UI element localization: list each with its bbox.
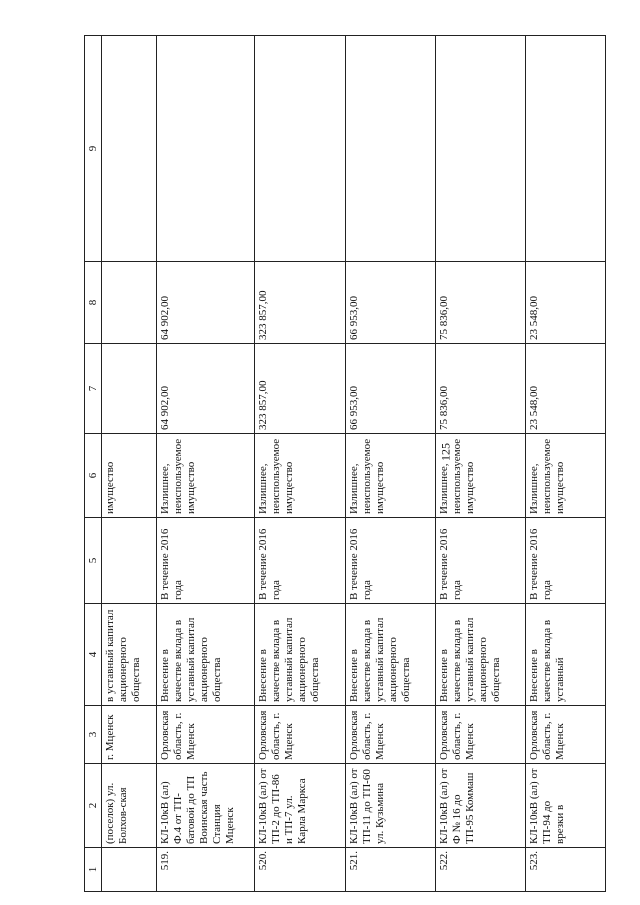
column-header-4: 4 xyxy=(85,604,102,706)
row-number-cell: 523. xyxy=(526,848,606,892)
note-cell xyxy=(346,36,436,262)
reason-cell: Излишнее, неиспользуемое имущество xyxy=(346,434,436,518)
column-header-9: 9 xyxy=(85,36,102,262)
page-number: 125 xyxy=(438,443,453,461)
term-cell: В течение 2016 года xyxy=(157,518,255,604)
column-header-3: 3 xyxy=(85,706,102,764)
value-cell: 323 857,00 xyxy=(255,262,346,344)
address-cell: Орловская область, г. Мценск xyxy=(526,706,606,764)
term-cell: В течение 2016 года xyxy=(255,518,346,604)
table-row xyxy=(526,36,606,892)
value-cell xyxy=(102,344,157,434)
method-cell: в уставный капитал акционерного общества xyxy=(102,604,157,706)
row-number-cell: 522. xyxy=(436,848,526,892)
value-cell: 66 953,00 xyxy=(346,344,436,434)
term-cell: В течение 2016 года xyxy=(436,518,526,604)
table-row xyxy=(102,36,157,892)
value-cell: 23 548,00 xyxy=(526,262,606,344)
term-cell: В течение 2016 года xyxy=(526,518,606,604)
address-cell: Орловская область, г. Мценск xyxy=(255,706,346,764)
column-header-1: 1 xyxy=(85,848,102,892)
address-cell: Орловская область, г. Мценск xyxy=(346,706,436,764)
method-cell: Внесение в качестве вклада в уставный капитал акционерного общества xyxy=(157,604,255,706)
term-cell xyxy=(102,518,157,604)
value-cell: 66 953,00 xyxy=(346,262,436,344)
object-name-cell: КЛ-10кВ (ал) Ф.4 от ТП-батовой до ТП Воинская часть Станция Мценск xyxy=(157,764,255,848)
reason-cell: имущество xyxy=(102,434,157,518)
property-table xyxy=(84,35,606,892)
note-cell xyxy=(255,36,346,262)
rotated-table-frame xyxy=(84,36,606,892)
address-cell: г. Мценск xyxy=(102,706,157,764)
method-cell: Внесение в качестве вклада в уставный xyxy=(526,604,606,706)
reason-cell: Излишнее, неиспользуемое имущество xyxy=(436,434,526,518)
column-number-row xyxy=(85,36,102,892)
value-cell: 23 548,00 xyxy=(526,344,606,434)
row-number-cell: 519. xyxy=(157,848,255,892)
row-number-cell: 520. xyxy=(255,848,346,892)
column-header-7: 7 xyxy=(85,344,102,434)
note-cell xyxy=(526,36,606,262)
method-cell: Внесение в качестве вклада в уставный капитал акционерного общества xyxy=(255,604,346,706)
object-name-cell: КЛ-10кВ (ал) от ТП-11 до ТП-60 ул. Кузьмина xyxy=(346,764,436,848)
reason-cell: Излишнее, неиспользуемое имущество xyxy=(157,434,255,518)
row-number-cell xyxy=(102,848,157,892)
method-cell: Внесение в качестве вклада в уставный капитал акционерного общества xyxy=(346,604,436,706)
object-name-cell: КЛ-10кВ (ал) от ТП-2 до ТП-86 и ТП-7 ул. Карла Маркса xyxy=(255,764,346,848)
reason-cell: Излишнее, неиспользуемое имущество xyxy=(526,434,606,518)
value-cell: 75 836,00 xyxy=(436,262,526,344)
value-cell: 64 902,00 xyxy=(157,344,255,434)
column-header-2: 2 xyxy=(85,764,102,848)
object-name-cell: (поселок) ул. Болхов-ская xyxy=(102,764,157,848)
row-number-cell: 521. xyxy=(346,848,436,892)
table-row xyxy=(346,36,436,892)
object-name-cell: КЛ-10кВ (ал) от ТП-94 до врезки в xyxy=(526,764,606,848)
table-row xyxy=(255,36,346,892)
method-cell: Внесение в качестве вклада в уставный капитал акционерного общества xyxy=(436,604,526,706)
column-header-8: 8 xyxy=(85,262,102,344)
note-cell xyxy=(102,36,157,262)
value-cell: 323 857,00 xyxy=(255,344,346,434)
address-cell: Орловская область, г. Мценск xyxy=(157,706,255,764)
term-cell: В течение 2016 года xyxy=(346,518,436,604)
column-header-6: 6 xyxy=(85,434,102,518)
reason-cell: Излишнее, неиспользуемое имущество xyxy=(255,434,346,518)
table-container xyxy=(84,36,606,892)
value-cell: 64 902,00 xyxy=(157,262,255,344)
column-header-5: 5 xyxy=(85,518,102,604)
table-row xyxy=(157,36,255,892)
value-cell: 75 836,00 xyxy=(436,344,526,434)
address-cell: Орловская область, г. Мценск xyxy=(436,706,526,764)
table-row xyxy=(436,36,526,892)
value-cell xyxy=(102,262,157,344)
note-cell xyxy=(436,36,526,262)
object-name-cell: КЛ-10кВ (ал) от Ф № 16 до ТП-95 Коммаш xyxy=(436,764,526,848)
note-cell xyxy=(157,36,255,262)
